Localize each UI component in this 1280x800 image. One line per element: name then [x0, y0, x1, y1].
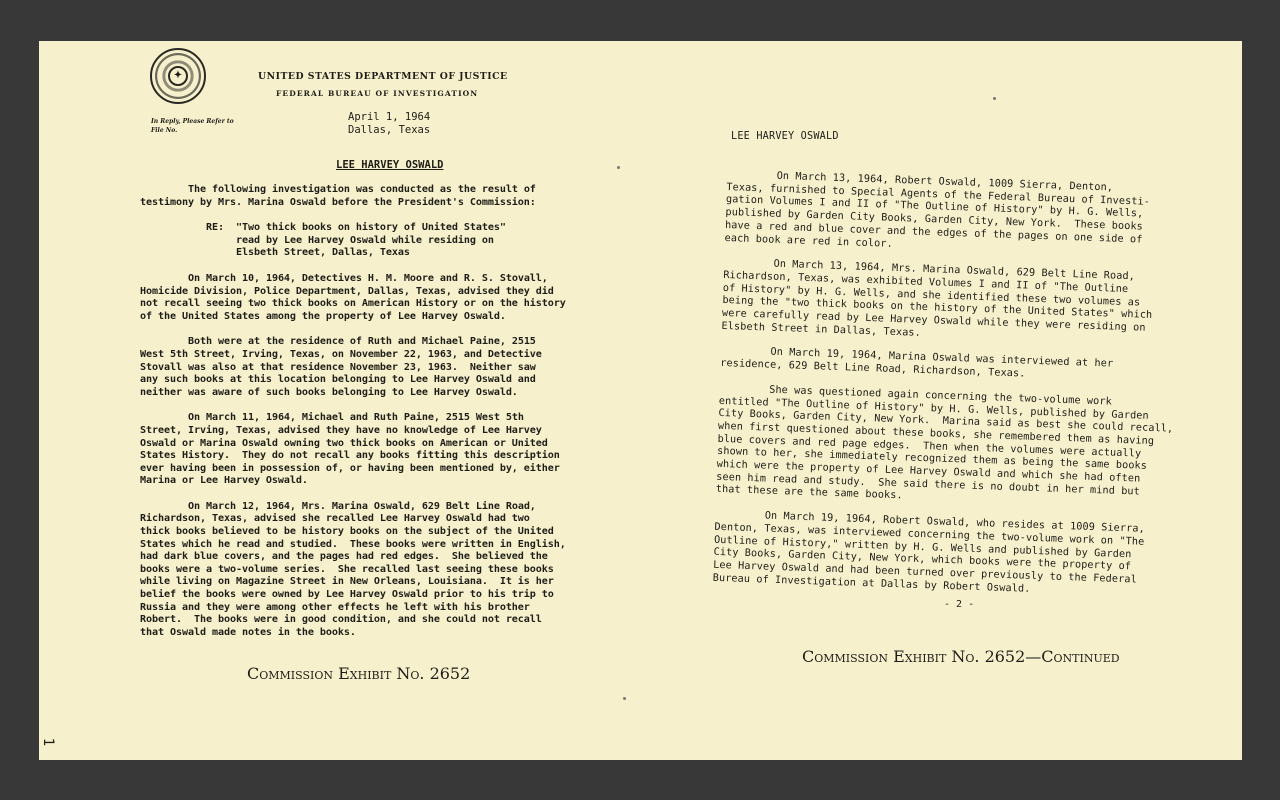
right-paragraph-1: On March 13, 1964, Robert Oswald, 1009 Sierra, Denton, Texas, furnished to Special Agents of the Federal Bureau of Investi- gation Volumes I and II of "The Outline of History" by H. G. Wells, published by Garden City Books, Garden City, New York. These books have a red and blue cover and the edges of the pages on one side of each book are red in color.	[724, 169, 1151, 250]
left-paragraph-2: On March 10, 1964, Detectives H. M. Moore and R. S. Stovall, Homicide Division, Police Department, Dallas, Texas, advised they did not recall seeing two thick books on American History or on the history of the United States among the property of Lee Harvey Oswald.	[140, 272, 566, 322]
bureau-heading: FEDERAL BUREAU OF INVESTIGATION	[276, 89, 479, 98]
left-re-block: RE: "Two thick books on history of United States" read by Lee Harvey Oswald while residing on Elsbeth Street, Dallas, Texas	[206, 222, 506, 259]
right-body-text	[712, 169, 1207, 614]
date-text: April 1, 1964	[348, 111, 431, 123]
left-paragraph-1: The following investigation was conducted as the result of testimony by Mrs. Marina Oswald before the President's Commission:	[140, 184, 536, 208]
right-subject-title: LEE HARVEY OSWALD	[731, 131, 839, 142]
scanned-page-spread	[39, 41, 1242, 760]
page-number: - 2 -	[944, 599, 975, 610]
department-heading: UNITED STATES DEPARTMENT OF JUSTICE	[258, 71, 508, 82]
left-exhibit-caption: Commission Exhibit No. 2652	[247, 664, 471, 683]
right-paragraph-4: She was questioned again concerning the two-volume work entitled "The Outline of History" by H. G. Wells, published by Garden City Books, Garden City, New York. Marina said as best she could recall, when first questioned about these books, she remembered them as having blue covers and red page edges. Then when the volumes were actually shown to her, she immediately recognized them as being the same books which were the property of Lee Harvey Oswald and which she had often seen him read and study. She said there is no doubt in her mind but that these are the same books.	[715, 382, 1174, 502]
right-exhibit-caption: Commission Exhibit No. 2652—Continued	[802, 647, 1120, 666]
left-paragraph-3: Both were at the residence of Ruth and Michael Paine, 2515 West 5th Street, Irving, Texas, on November 22, 1963, and Detective Stovall was also at that residence November 23, 1963. Neither saw any such books at this location belonging to Lee Harvey Oswald and neither was aware of such books belonging to Lee Harvey Oswald.	[140, 336, 542, 398]
reply-line-1: In Reply, Please Refer to	[151, 118, 234, 125]
location-text: Dallas, Texas	[348, 124, 431, 136]
seal-emblem: ✦	[168, 66, 188, 86]
right-paragraph-5: On March 19, 1964, Robert Oswald, who resides at 1009 Sierra, Denton, Texas, was interviewed concerning the two-volume work on "The Outline of History," written by H. G. Wells and published by Garden City Books, Garden City, New York, which books were the property of Lee Harvey Oswald and had been turned over previously to the Federal Bureau of Investigation at Dallas by Robert Oswald.	[712, 508, 1145, 595]
left-body-text	[140, 184, 610, 652]
scan-speck	[623, 697, 626, 700]
right-paragraph-2: On March 13, 1964, Mrs. Marina Oswald, 629 Belt Line Road, Richardson, Texas, was exhibited Volumes I and II of "The Outline of History" by H. G. Wells, and she identified these two volumes as being the "two thick books on the history of the United States" which were carefully read by Lee Harvey Oswald while they were residing on Elsbeth Street in Dallas, Texas.	[721, 257, 1153, 339]
right-paragraph-3: On March 19, 1964, Marina Oswald was interviewed at her residence, 629 Belt Line Road, Richardson, Texas.	[720, 345, 1114, 380]
margin-page-marker: 1	[40, 737, 57, 747]
left-paragraph-5: On March 12, 1964, Mrs. Marina Oswald, 629 Belt Line Road, Richardson, Texas, advised she recalled Lee Harvey Oswald had two thick books believed to be history books on the subject of the United States which he read and studied. These books were written in English, had dark blue covers, and the pages had red edges. She believed the books were a two-volume series. She recalled last seeing these books while living on Magazine Street in New Orleans, Louisiana. It is her belief the books were owned by Lee Harvey Oswald prior to his trip to Russia and they were among other effects he left with his brother Robert. The books were in good condition, and she could not recall that Oswald made notes in the books.	[140, 500, 566, 638]
fbi-seal-icon	[150, 48, 206, 104]
left-paragraph-4: On March 11, 1964, Michael and Ruth Paine, 2515 West 5th Street, Irving, Texas, advised they have no knowledge of Lee Harvey Oswald or Marina Oswald owning two thick books on American or United States History. They do not recall any books fitting this description ever having been in possession of, or having been mentioned by, either Marina or Lee Harvey Oswald.	[140, 412, 560, 487]
reply-line-2: File No.	[151, 127, 178, 134]
dateline	[348, 111, 430, 137]
scan-speck	[617, 166, 620, 169]
reply-reference	[151, 117, 234, 135]
left-subject-title: LEE HARVEY OSWALD	[336, 159, 444, 171]
scan-speck	[993, 97, 996, 100]
